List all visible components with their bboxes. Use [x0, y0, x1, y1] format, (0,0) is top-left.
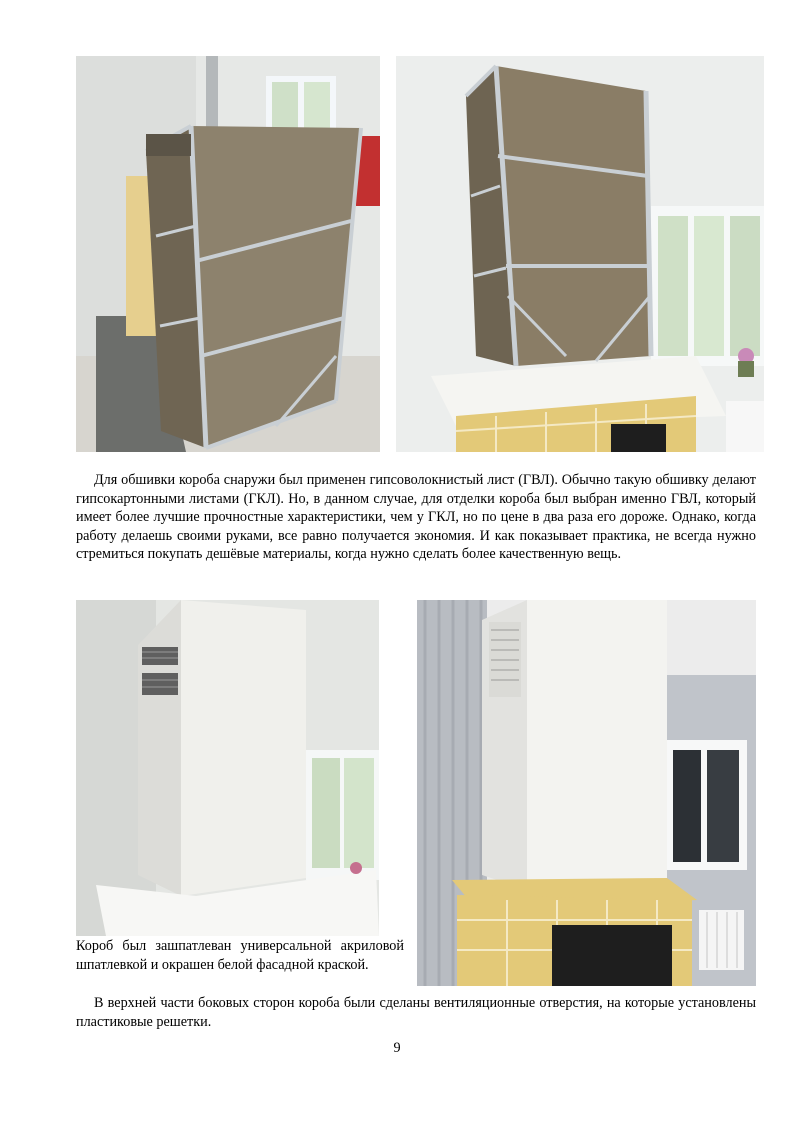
- paragraph-gvl-sheathing: Для обшивки короба снаружи был применен гипсоволокнистый лист (ГВЛ). Обычно такую обшивку делают гипсокартонными листами (ГКЛ). Но, в данном случае, для отделки короба был выбран именно ГВЛ, который имеет более лучшие прочностные характеристики, чем у ГКЛ, но по цене в два раза его дороже. Однако, когда работу делаешь своими руками, все равно получается экономия. И как показывает практика, не всегда нужно стремиться покупать дешёвые материалы, когда нужно сделать более качественную вещь.: [76, 472, 756, 563]
- paragraph-ventilation: В верхней части боковых сторон короба были сделаны вентиляционные отверстия, на которые установлены пластиковые решетки.: [76, 995, 756, 1030]
- caption-box-finishing: Короб был зашпатлеван универсальной акриловой шпатлевкой и окрашен белой фасадной краской.: [76, 938, 404, 973]
- photo-frame-insulation-front: [76, 56, 380, 452]
- photo-finished-box-corner: [76, 600, 379, 936]
- page-number: 9: [393, 1040, 401, 1056]
- photo-frame-insulation-fireplace: [396, 56, 764, 452]
- photo-finished-box-fireplace: [417, 600, 756, 986]
